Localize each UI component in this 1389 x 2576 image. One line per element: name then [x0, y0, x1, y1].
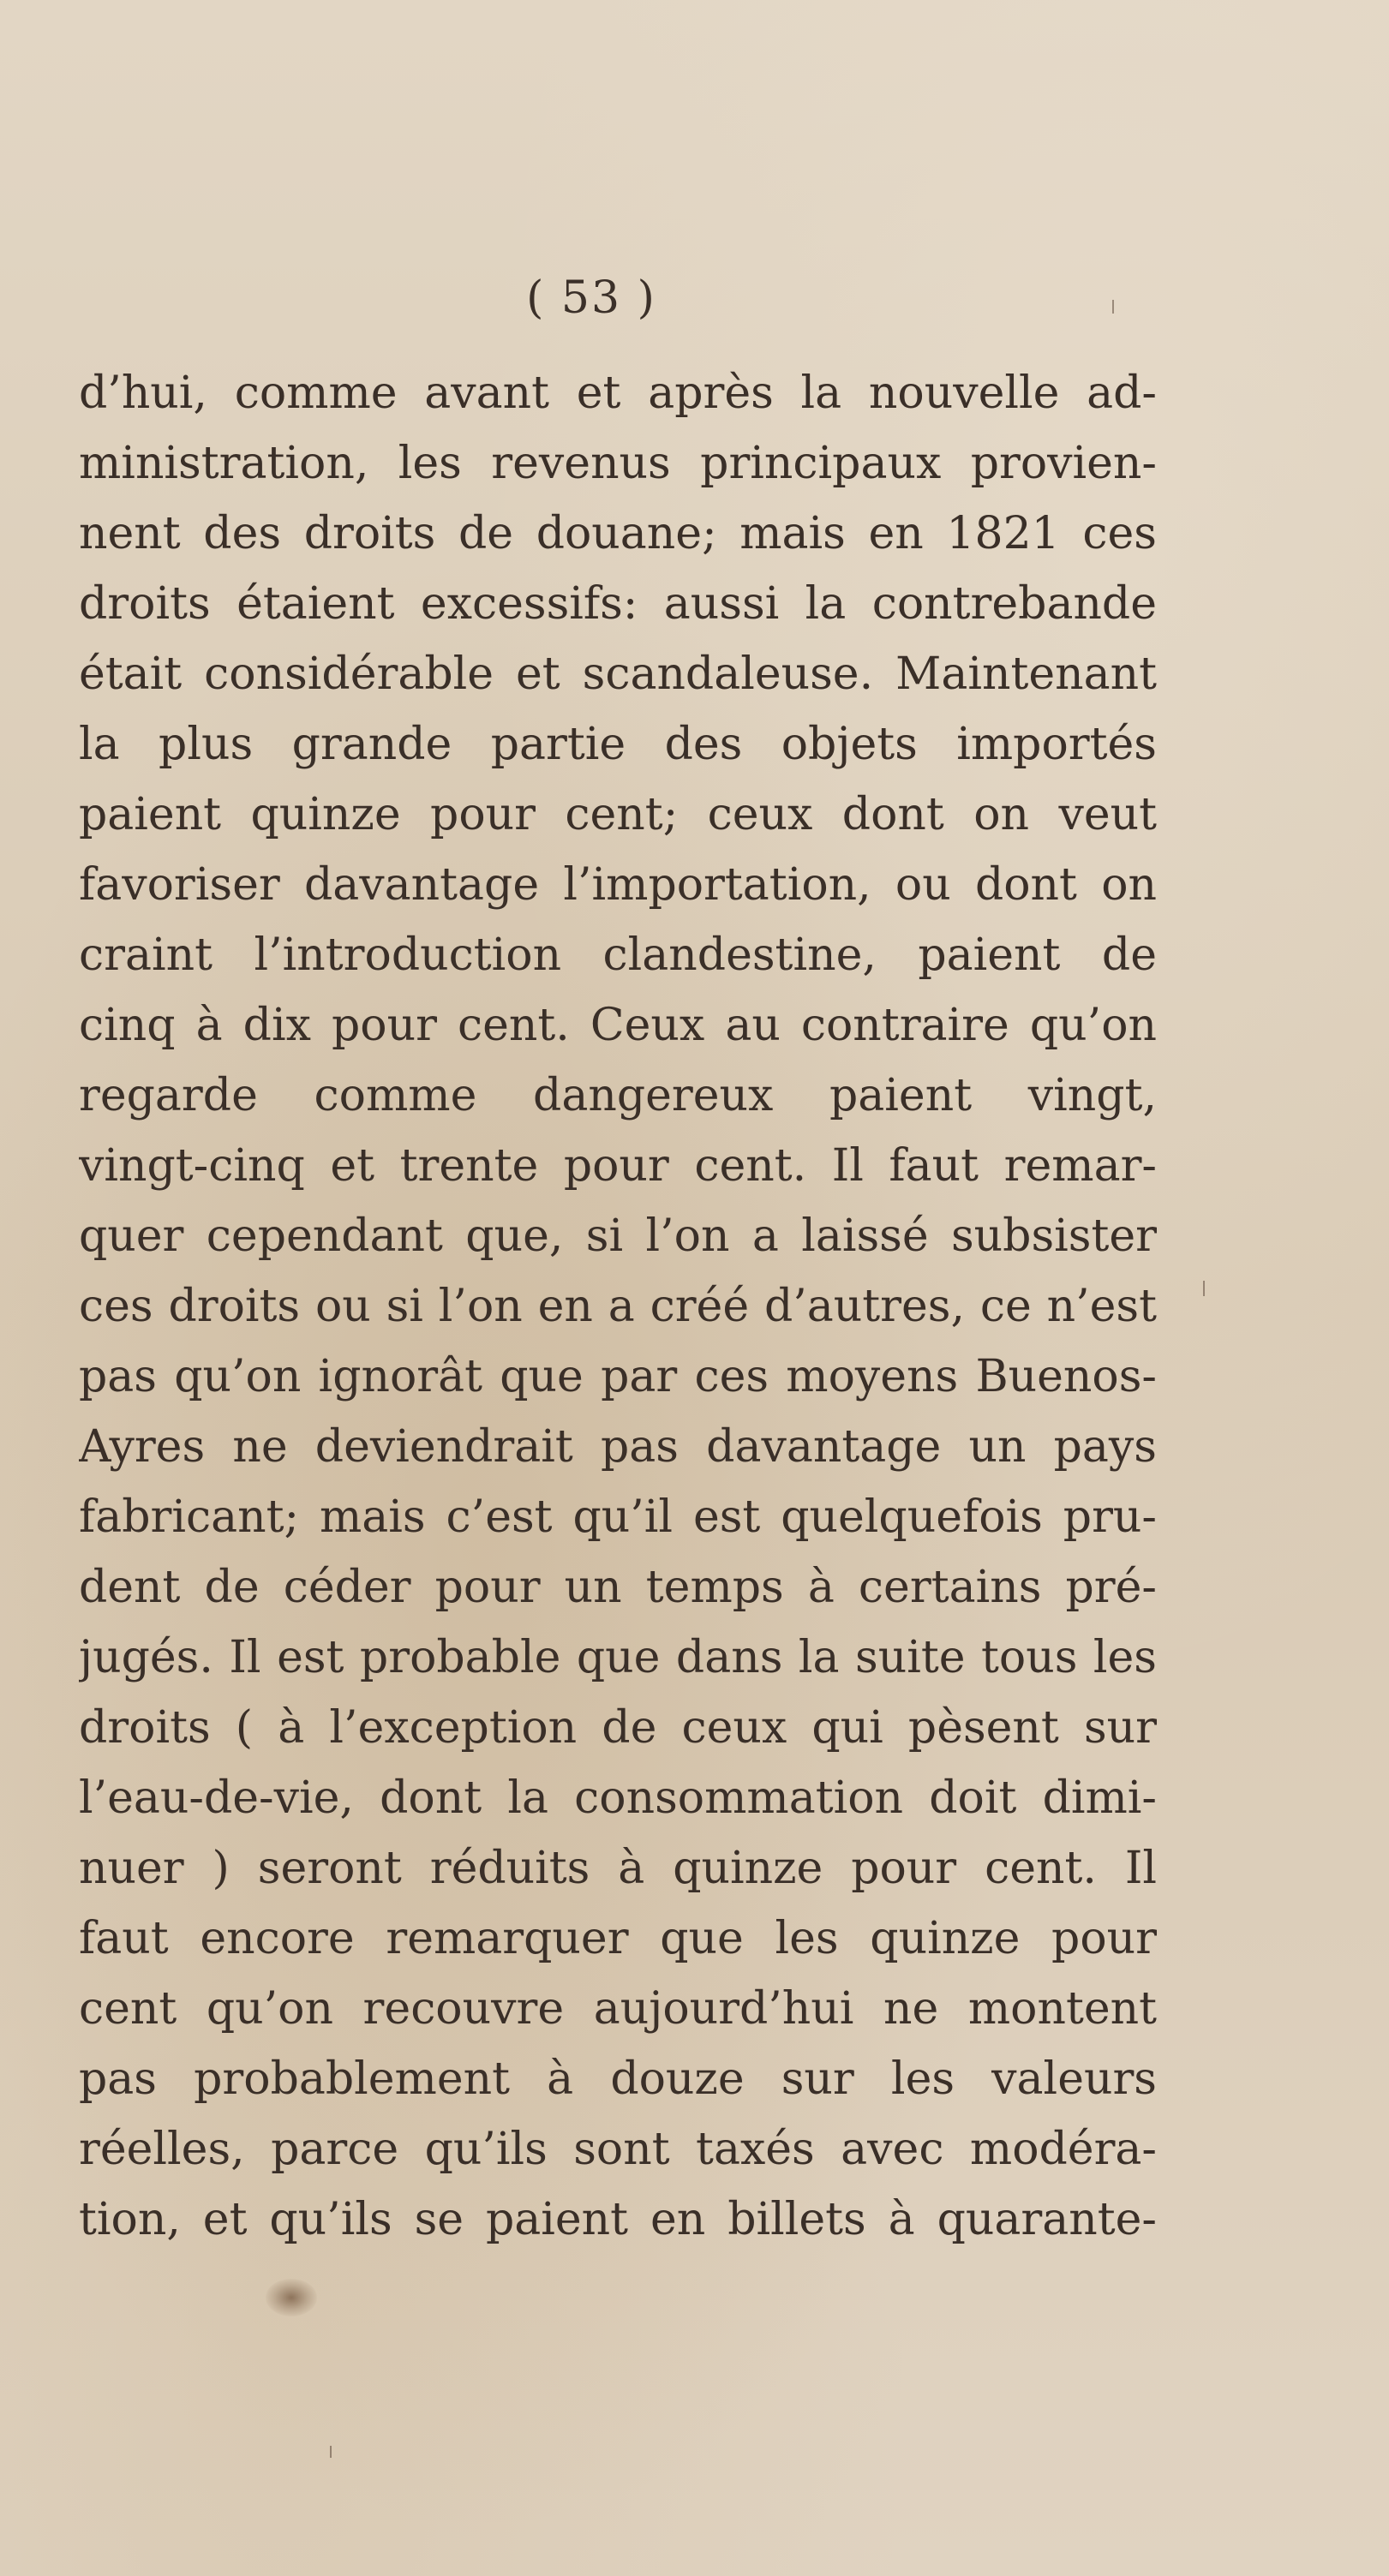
text-line: pas probablement à douze sur les valeurs: [79, 2053, 1157, 2105]
page-number: ( 53 ): [526, 272, 656, 324]
text-line: jugés. Il est probable que dans la suite tous les: [79, 1632, 1157, 1683]
text-line: pas qu’on ignorât que par ces moyens Buenos-: [79, 1351, 1157, 1402]
text-line: quer cependant que, si l’on a laissé subsister: [79, 1210, 1157, 1262]
text-line: faut encore remarquer que les quinze pour: [79, 1913, 1157, 1964]
text-line: l’eau-de-vie, dont la consommation doit dimi-: [79, 1772, 1157, 1824]
text-line: vingt-cinq et trente pour cent. Il faut remar-: [79, 1140, 1157, 1192]
paper-mark: [1203, 1281, 1205, 1296]
text-line: craint l’introduction clandestine, paient de: [79, 929, 1157, 981]
text-line: droits ( à l’exception de ceux qui pèsent sur: [79, 1702, 1157, 1754]
text-line: nuer ) seront réduits à quinze pour cent. Il: [79, 1843, 1157, 1894]
paper-mark: [1112, 300, 1114, 314]
text-line: cinq à dix pour cent. Ceux au contraire qu’on: [79, 1000, 1157, 1051]
text-line: favoriser davantage l’importation, ou dont on: [79, 859, 1157, 911]
text-line: d’hui, comme avant et après la nouvelle ad-: [79, 368, 1157, 419]
text-line: fabricant; mais c’est qu’il est quelquefois pru-: [79, 1491, 1157, 1543]
text-line: tion, et qu’ils se paient en billets à quarante-: [79, 2194, 1157, 2245]
text-line: droits étaient excessifs: aussi la contrebande: [79, 578, 1157, 630]
text-line: réelles, parce qu’ils sont taxés avec modéra-: [79, 2124, 1157, 2175]
text-line: nent des droits de douane; mais en 1821 ces: [79, 508, 1157, 559]
text-line: était considérable et scandaleuse. Maintenant: [79, 648, 1157, 700]
text-line: dent de céder pour un temps à certains pré-: [79, 1562, 1157, 1613]
text-line: ministration, les revenus principaux provien-: [79, 438, 1157, 489]
text-line: la plus grande partie des objets importés: [79, 719, 1157, 770]
text-line: ces droits ou si l’on en a créé d’autres, ce n’est: [79, 1281, 1157, 1332]
body-text: [79, 358, 1157, 2255]
paper-mark: [330, 2446, 332, 2458]
text-line: regarde comme dangereux paient vingt,: [79, 1070, 1157, 1121]
text-line: paient quinze pour cent; ceux dont on veut: [79, 789, 1157, 840]
ink-stain: [266, 2279, 317, 2316]
text-line: Ayres ne deviendrait pas davantage un pays: [79, 1421, 1157, 1473]
text-line: cent qu’on recouvre aujourd’hui ne montent: [79, 1983, 1157, 2035]
